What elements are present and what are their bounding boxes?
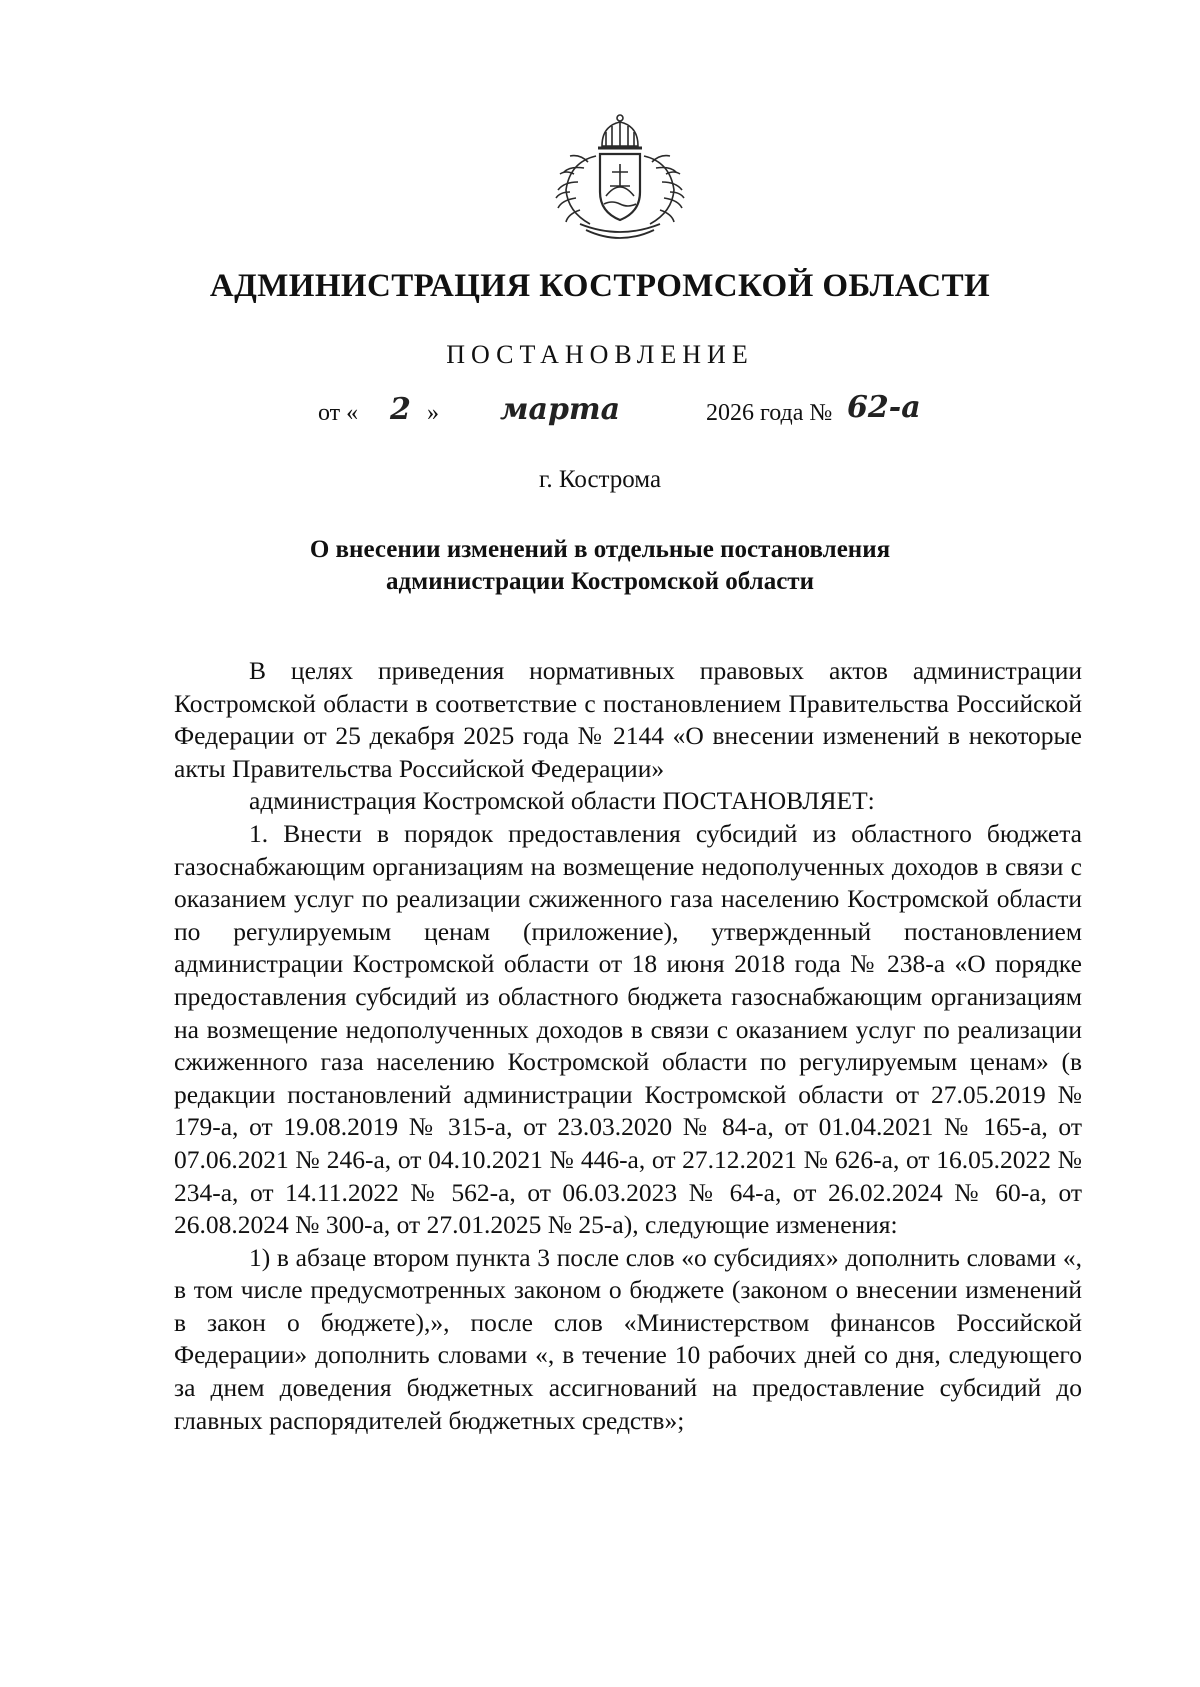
organization-title: АДМИНИСТРАЦИЯ КОСТРОМСКОЙ ОБЛАСТИ [209,268,991,304]
handwritten-day: 2 [390,392,411,427]
date-mid: » [427,400,439,426]
paragraph-resolves: администрация Костромской области ПОСТАНОВЛЯЕТ: [249,786,875,816]
subject-line-2: администрации Костромской области [386,568,814,595]
date-year-text: 2026 года № [706,400,833,426]
coat-of-arms-emblem [540,112,700,252]
document-body [174,655,1082,1437]
handwritten-month: марта [500,392,621,427]
paragraph-subitem-1: 1) в абзаце втором пункта 3 после слов «о субсидиях» дополнить словами «, в том числе предусмотренных законом о бюджете (законом о внесении изменений в закон о бюджете),», после слов «Министерством финансов Российской Федерации» дополнить словами «, в течение 10 рабочих дней со дня, следующего за днем доведения бюджетных ассигнований на предоставление субсидий до главных распорядителей бюджетных средств»; [174,1242,1082,1435]
subject-heading [0,534,1200,598]
handwritten-number: 62-а [847,390,921,425]
city-line: г. Кострома [538,466,662,493]
paragraph-item-1: 1. Внести в порядок предоставления субсидий из областного бюджета газоснабжающим организациям на возмещение недополученных доходов в связи с оказанием услуг по реализации сжиженного газа населению Костромской области по регулируемым ценам (приложение), утвержденный постановлением администрации Костромской области от 18 июня 2018 года № 238-а «О порядке предоставления субсидий из областного бюджета газоснабжающим организациям на возмещение недополученных доходов в связи с оказанием услуг по реализации сжиженного газа населению Костромской области по регулируемым ценам» (в редакции постановлений администрации Костромской области от 27.05.2019 № 179-а, от 19.08.2019 № 315-а, от 23.03.2020 № 84-а, от 01.04.2021 № 165-а, от 07.06.2021 № 246-а, от 04.10.2021 № 446-а, от 27.12.2021 № 626-а, от 16.05.2022 № 234-а, от 14.11.2022 № 562-а, от 06.03.2023 № 64-а, от 26.02.2024 № 60-а, от 26.08.2024 № 300-а, от 27.01.2025 № 25-а), следующие изменения: [174,818,1082,1240]
document-type-heading: ПОСТАНОВЛЕНИЕ [446,340,754,369]
date-prefix: от « [318,400,359,426]
subject-line-1: О внесении изменений в отдельные постановления [309,536,891,563]
paragraph-preamble: В целях приведения нормативных правовых актов администрации Костромской области в соответствие с постановлением Правительства Российской Федерации от 25 декабря 2025 года № 2144 «О внесении изменений в некоторые акты Правительства Российской Федерации» [174,656,1082,783]
